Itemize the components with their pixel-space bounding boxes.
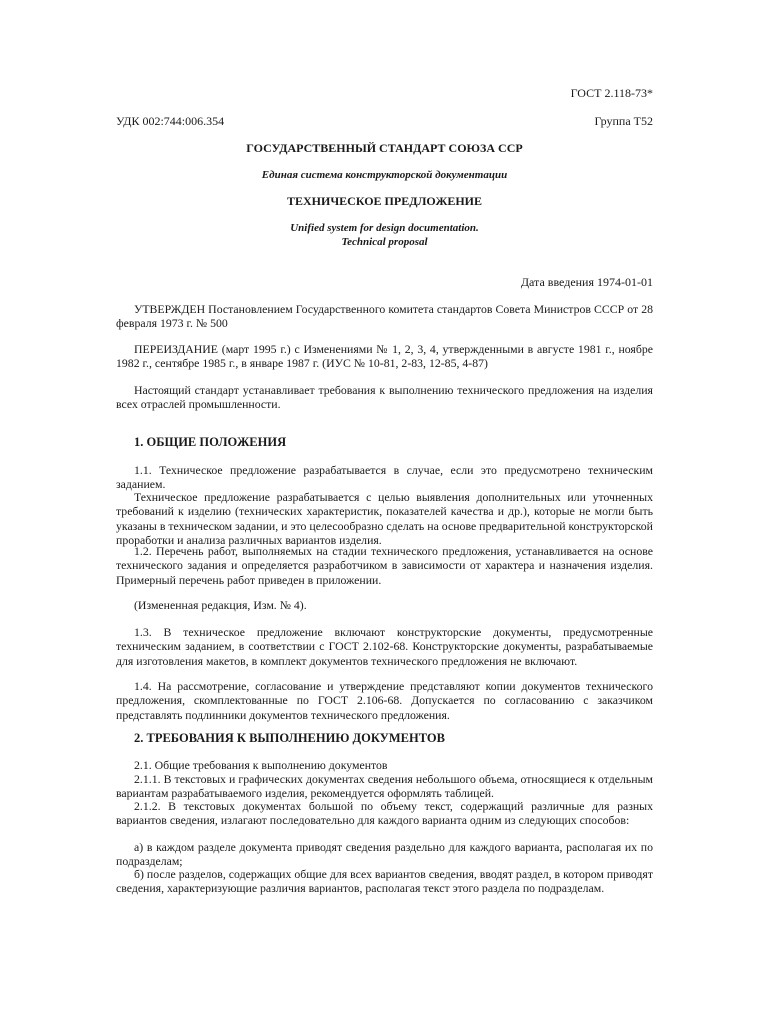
- paragraph-1-1-continued: Техническое предложение разрабатывается с целью выявления дополнительных или уточненных требований к изделию (технических характеристик, показателей качества и др.), которые не могли быть указаны в техническом задании, и это целесообразно сделать на основе предварительной конструкторской проработки и анализа различных вариантов изделия.: [116, 490, 653, 548]
- standard-title: ГОСУДАРСТВЕННЫЙ СТАНДАРТ СОЮЗА ССР: [246, 141, 523, 155]
- english-title-line2: Technical proposal: [341, 236, 428, 248]
- section-2-heading: 2. ТРЕБОВАНИЯ К ВЫПОЛНЕНИЮ ДОКУМЕНТОВ: [134, 731, 445, 745]
- scope-paragraph: Настоящий стандарт устанавливает требования к выполнению технического предложения на изделия всех отраслей промышленности.: [116, 383, 653, 412]
- document-number: ГОСТ 2.118-73*: [570, 86, 653, 100]
- paragraph-1-1: 1.1. Техническое предложение разрабатывается в случае, если это предусмотрено техническим заданием.: [116, 463, 653, 492]
- paragraph-1-3: 1.3. В техническое предложение включают конструкторские документы, предусмотренные техническим заданием, в соответствии с ГОСТ 2.102-68. Конструкторские документы, разрабатываемые для изготовления макетов, в комплект документов технического предложения не включают.: [116, 625, 653, 668]
- paragraph-1-4: 1.4. На рассмотрение, согласование и утверждение представляют копии документов технического предложения, скомплектованные по ГОСТ 2.106-68. Допускается по согласованию с заказчиком представлять подлинники документов технического предложения.: [116, 679, 653, 722]
- udc-code: УДК 002:744:006.354: [116, 114, 225, 128]
- list-item-b: б) после разделов, содержащих общие для всех вариантов сведения, вводят раздел, в котором приводят сведения, характеризующие различия вариантов, располагая текст этого раздела по подразделам.: [116, 867, 653, 896]
- group-code: Группа Т52: [594, 114, 653, 128]
- classification-row: [116, 114, 653, 128]
- paragraph-2-1-1: 2.1.1. В текстовых и графических документах сведения небольшого объема, относящиеся к отдельным вариантам разрабатываемого изделия, рекомендуется оформлять таблицей.: [116, 772, 653, 801]
- system-title: Единая система конструкторской документации: [261, 169, 508, 181]
- amendment-note: (Измененная редакция, Изм. № 4).: [134, 598, 307, 612]
- approval-paragraph: УТВЕРЖДЕН Постановлением Государственного комитета стандартов Совета Министров СССР от 28 февраля 1973 г. № 500: [116, 302, 653, 331]
- subject-title: ТЕХНИЧЕСКОЕ ПРЕДЛОЖЕНИЕ: [287, 194, 482, 208]
- list-item-a: а) в каждом разделе документа приводят сведения раздельно для каждого варианта, располагая их по подразделам;: [116, 840, 653, 869]
- paragraph-2-1: 2.1. Общие требования к выполнению документов: [134, 758, 388, 772]
- paragraph-1-2: 1.2. Перечень работ, выполняемых на стадии технического предложения, устанавливается на основе технического задания и определяется разработчиком в зависимости от характера и назначения изделия. Примерный перечень работ приведен в приложении.: [116, 544, 653, 587]
- english-title-line1: Unified system for design documentation.: [290, 222, 479, 234]
- effective-date: Дата введения 1974-01-01: [520, 275, 653, 289]
- reissue-paragraph: ПЕРЕИЗДАНИЕ (март 1995 г.) с Изменениями № 1, 2, 3, 4, утвержденными в августе 1981 г., ноябре 1982 г., сентябре 1985 г., в январе 1987 г. (ИУС № 10-81, 2-83, 12-85, 4-87): [116, 342, 653, 371]
- paragraph-2-1-2: 2.1.2. В текстовых документах большой по объему текст, содержащий различные для разных вариантов сведения, излагают последовательно для каждого варианта одним из следующих способов:: [116, 799, 653, 828]
- section-1-heading: 1. ОБЩИЕ ПОЛОЖЕНИЯ: [134, 435, 287, 449]
